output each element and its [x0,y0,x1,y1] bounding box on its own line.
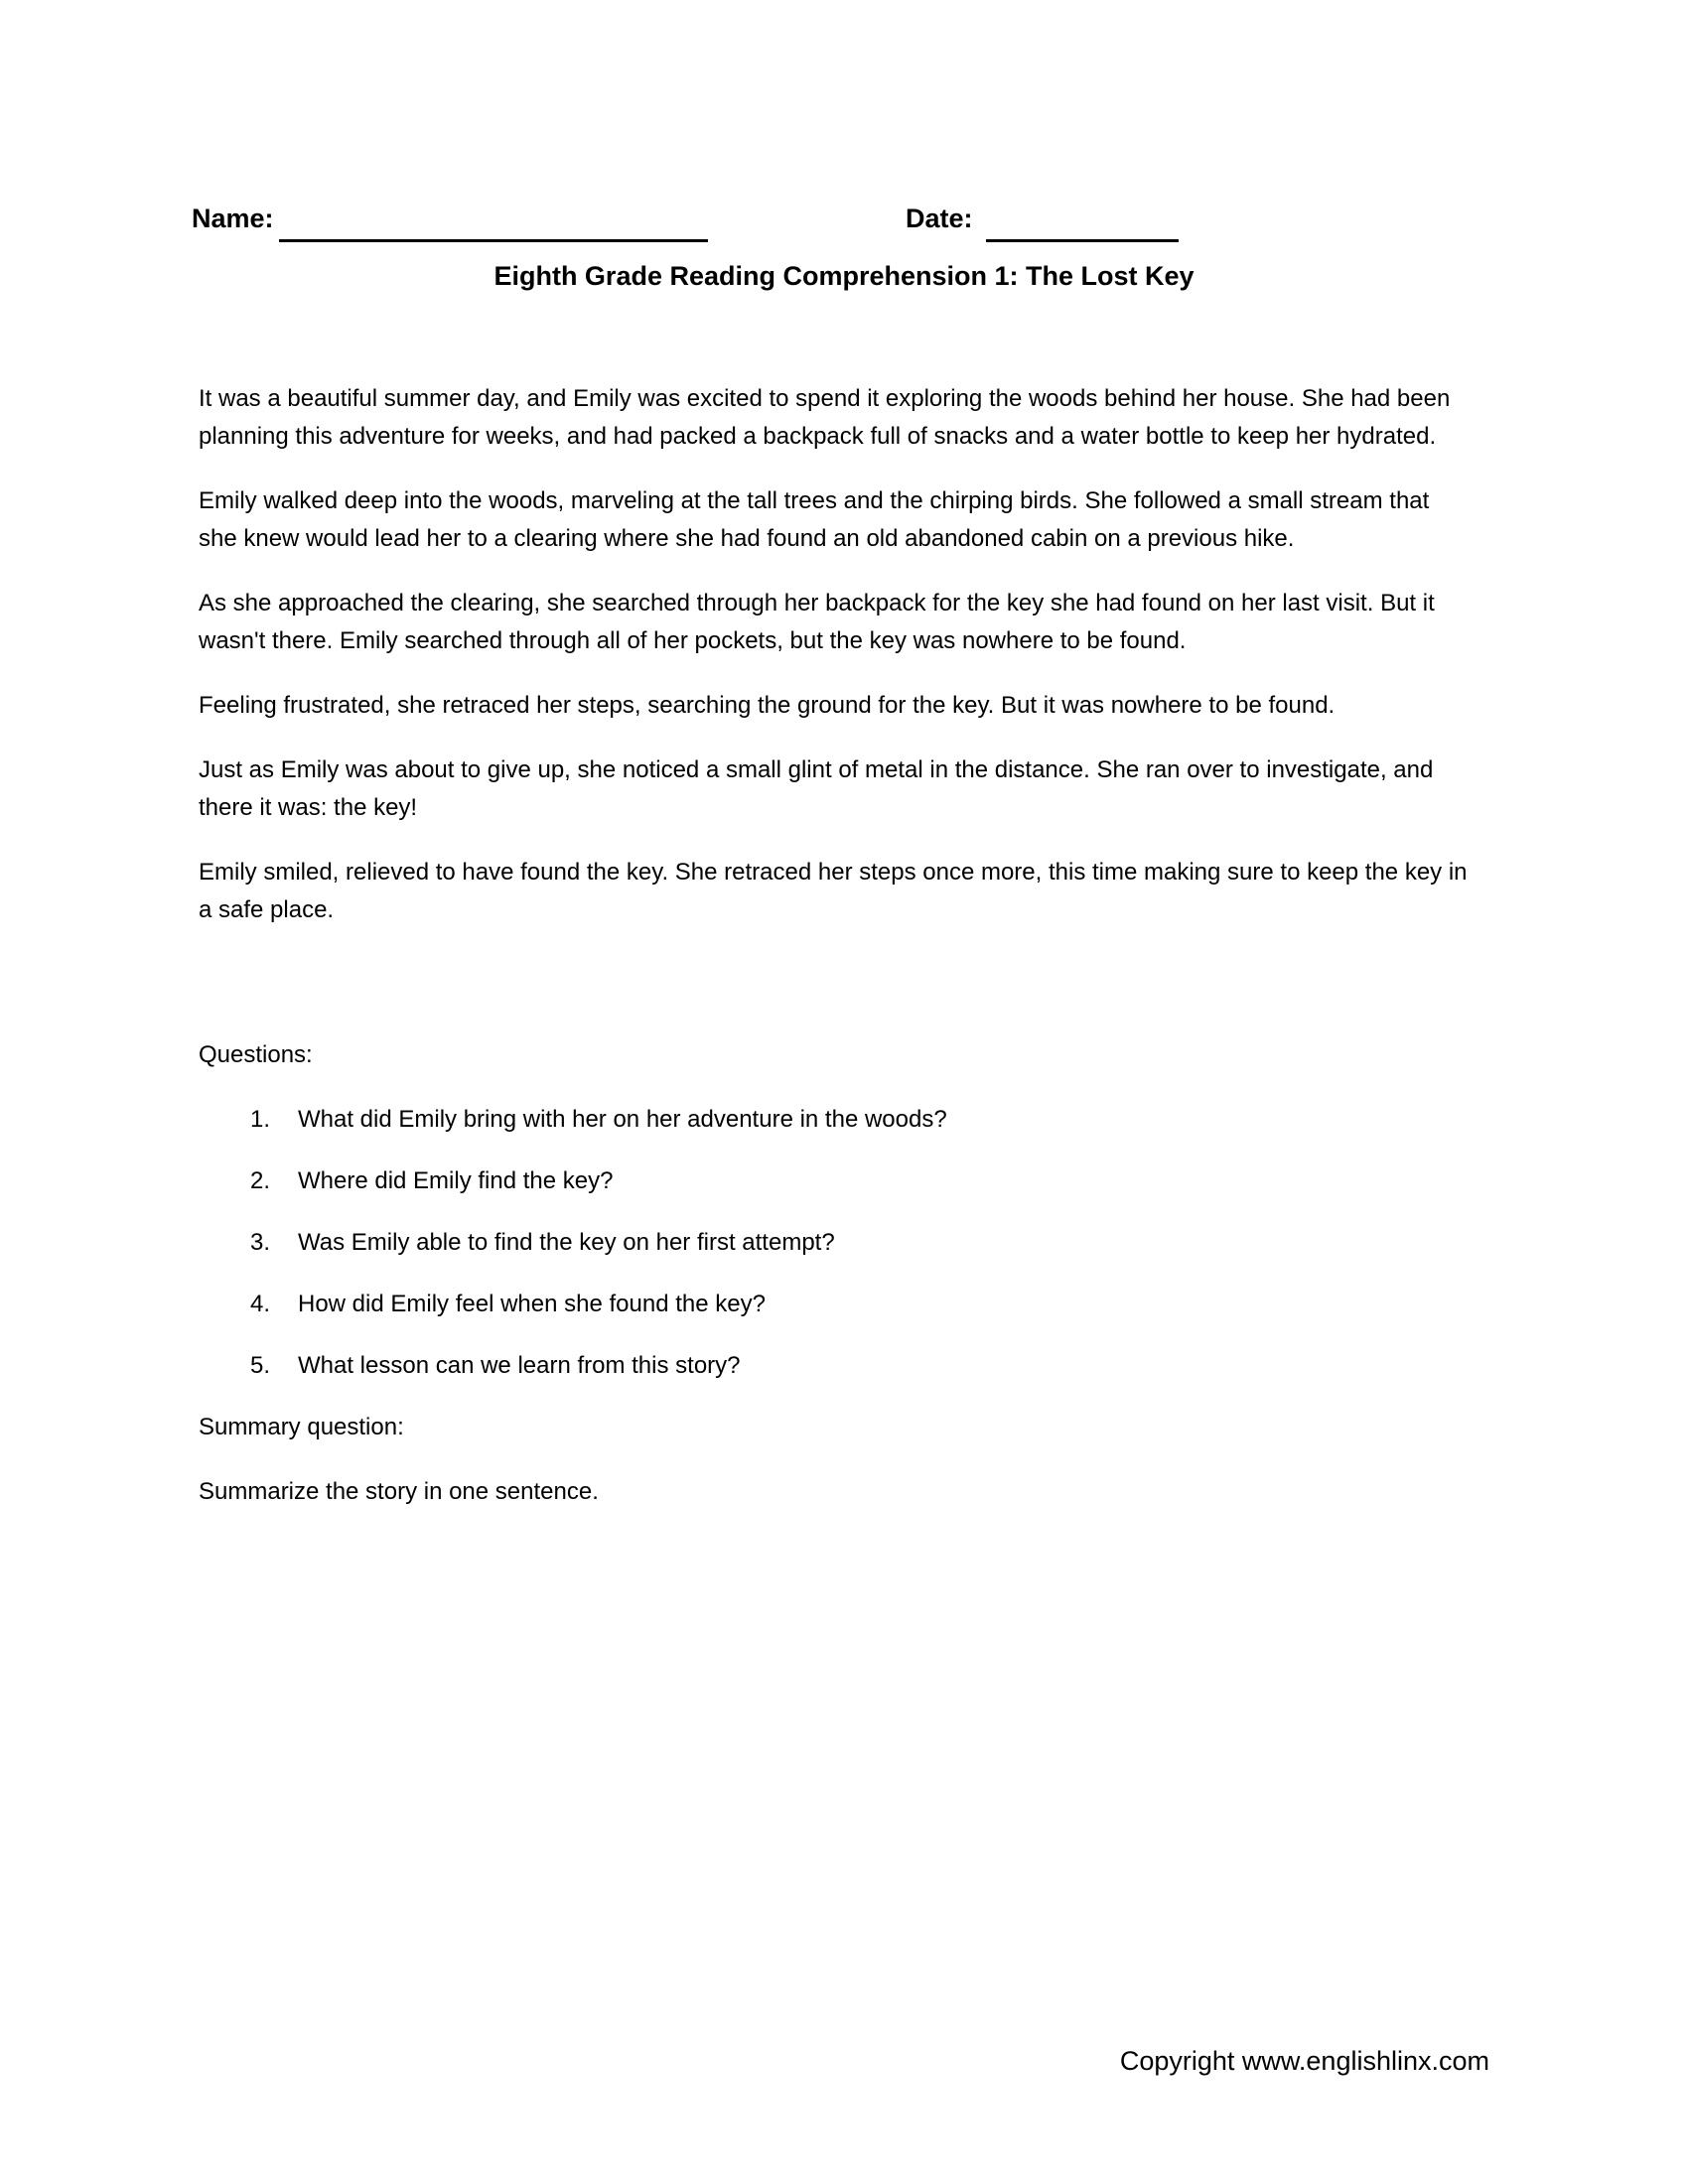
name-blank-line [279,239,708,242]
story-section [199,380,1470,929]
date-label: Date: [906,204,973,233]
story-paragraph-5: Just as Emily was about to give up, she noticed a small glint of metal in the distance. She ran over to investigate, and there it was: the key! [199,756,1434,821]
question-item-3 [199,1224,1470,1262]
summary-question-label: Summary question: [199,1414,404,1440]
worksheet-title: Eighth Grade Reading Comprehension 1: The Lost Key [493,261,1195,291]
question-number: 1. [250,1106,271,1133]
story-paragraph-4: Feeling frustrated, she retraced her steps, searching the ground for the key. But it was nowhere to be found. [199,692,1336,719]
question-number: 3. [250,1229,271,1256]
copyright-notice: Copyright www.englishlinx.com [1119,2046,1489,2076]
question-text: Was Emily able to find the key on her first attempt? [298,1229,835,1256]
name-label: Name: [192,204,274,233]
question-text: What lesson can we learn from this story? [298,1352,741,1379]
question-text: Where did Emily find the key? [298,1167,614,1194]
question-item-4 [199,1286,1470,1323]
date-blank-line [986,239,1179,242]
worksheet-body [199,380,1470,1538]
question-item-5 [199,1347,1470,1385]
question-item-2 [199,1162,1470,1200]
question-item-1 [199,1101,1470,1139]
question-number: 5. [250,1352,271,1379]
question-number: 2. [250,1167,271,1194]
story-paragraph-6: Emily smiled, relieved to have found the key. She retraced her steps once more, this time making sure to keep the key in a safe place. [199,859,1468,923]
story-paragraph-3: As she approached the clearing, she searched through her backpack for the key she had found on her last visit. But it wasn't there. Emily searched through all of her pockets, but the key was nowhere to be found. [199,590,1435,654]
question-text: How did Emily feel when she found the key? [298,1291,766,1317]
question-text: What did Emily bring with her on her adventure in the woods? [298,1106,947,1133]
story-paragraph-2: Emily walked deep into the woods, marveling at the tall trees and the chirping birds. She followed a small stream that she knew would lead her to a clearing where she had found an old abandoned cabin on a previous hike. [199,487,1430,552]
story-paragraph-1: It was a beautiful summer day, and Emily was excited to spend it exploring the woods behind her house. She had been planning this adventure for weeks, and had packed a backpack full of snacks and a water bottle to keep her hydrated. [199,385,1451,450]
summary-question-prompt: Summarize the story in one sentence. [199,1478,599,1505]
questions-heading: Questions: [199,1041,313,1068]
questions-list [199,1101,1470,1385]
question-number: 4. [250,1291,271,1317]
